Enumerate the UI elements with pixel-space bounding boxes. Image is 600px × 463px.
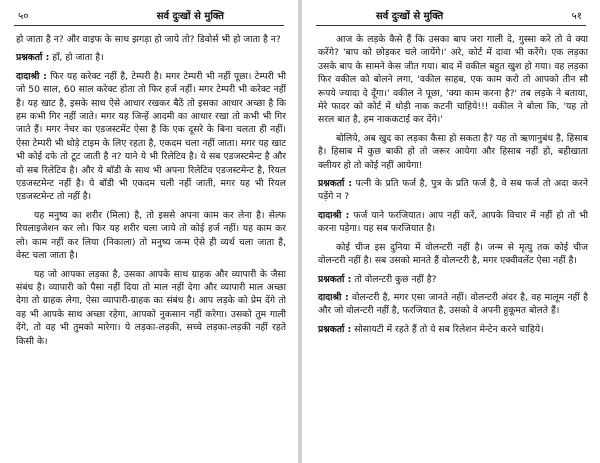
- right-paragraph: प्रश्नकर्ता : सोसायटी में रहते हैं तो ये सब रिलेशन मेन्टेन करने चाहिये।: [318, 323, 544, 335]
- left-page-number: ५०: [18, 11, 29, 22]
- left-paragraph: यह जो आपका लड़का है, उसका आपके साथ ग्राहक और व्यापारी के जैसा संबंध है। व्यापारी को पैसा नहीं दिया तो माल नहीं देगा और व्यापारी माल अच्छा देगा तो ग्राहक लेगा, ऐसा व्यापारी-ग्राहक का संबंध है। आप लड़के को प्रेम देंगे तो वह भी आपके साथ अच्छा रहेगा, आपको नुकसान नहीं करेगा। उसको तुम गाली देंगे, तो वह भी तुमको मारेगा। ये लड़का-लड़की, सच्चे लड़का-लड़की नहीं रहते किसी के।: [16, 268, 286, 347]
- right-header-rule: [316, 25, 586, 26]
- right-paragraph: कोई चीज इस दुनिया में वोलन्टरी नहीं है। जन्म से मृत्यु तक कोई चीज वोलन्टरी नहीं है। सब उसको मानते हैं वोलन्टरी है, मगर एक्वीवलेंट ऐसा नहीं है।: [318, 241, 588, 267]
- right-page: [302, 0, 600, 463]
- left-paragraph: प्रश्नकर्ता : हाँ, हो जाता है।: [16, 52, 104, 64]
- left-paragraph: हो जाता है न? और वाइफ के साथ झगड़ा हो जाये तो? डिवोर्स भी हो जाता है न?: [16, 34, 281, 45]
- left-paragraph: दादाश्री : फिर यह करेक्ट नहीं है, टेम्परी है। मगर टेम्परी भी नहीं पूछा। टेम्परी भी जो 50 साल, 60 साल करेक्ट होता तो फिर हर्ज नहीं। मगर टेम्परी भी करेक्ट नहीं है। यह खाट है, इसके साथ ऐसे आधार रखकर बैठें तो इसका आधार अच्छा है कि हम कभी गिर नहीं जाते। मगर यह जिन्हें आदमी का आधार रखा तो कभी भी गिर जाते हैं। मगर नेचर का एडजस्टमेंट ऐसा है कि एक दूसरे के बिना चलता ही नहीं। ऐसा टेम्परी भी थोड़े टाइम के लिए रहता है, एकदम चला नहीं जाता। मगर यह खाट भी कोई दफे तो टूट जाती है न? याने ये भी रिलेटिव है। ये सब एडजस्टमेन्ट है और वो सब रिलेटिव है। और ये बॉडी के साथ भी अपना रिलेटिव एडजस्टमेन्ट है, रियल एडजस्टमेन्ट नहीं है। ये बॉडी भी एकदम चली नहीं जाती, मगर यह भी रियल एडजस्टमेन्ट तो नहीं है।: [16, 70, 286, 203]
- right-book-title: सर्व दुःखों से मुक्ति: [376, 11, 444, 22]
- left-page-header: [16, 10, 282, 24]
- right-paragraph: दादाश्री : फर्ज याने फरजियात। आप नहीं करें, आपके विचार में नहीं हो तो भी करना पड़ेगा। यह सब फरजियात है।: [318, 209, 588, 235]
- right-paragraph: प्रश्नकर्ता : तो वोलन्टरी कुछ नहीं है?: [318, 273, 437, 285]
- left-page: [0, 0, 298, 463]
- right-page-header: [318, 10, 584, 24]
- right-paragraph: आज के लड़के कैसे हैं कि उसका बाप जरा गाली दे, गुस्सा करे तो वे क्या करेंगे? 'बाप को छोड़कर चले जायेंगे।' अरे, कोर्ट में दावा भी करेंगे। एक लड़का उसके बाप के सामने केस जीत गया। बाद में वकील बहुत खुश हो गया। वह लड़का फिर वकील को बोलने लगा, 'वकील साहब, एक काम करो तो आपको तीन सौ रूपये ज्यादा दे दूँगा।' वकील ने पूछा, 'क्या काम करना है?' तब लड़के ने बताया, मेरे फादर को कोर्ट में थोड़ी नाक कटनी चाहिये!!! वकील ने बोला कि, 'यह तो सरल बात है, हम नाककटाई कर देंगे।': [318, 34, 588, 126]
- right-page-body: [318, 33, 588, 341]
- left-header-rule: [14, 25, 284, 26]
- right-page-number: ५१: [571, 11, 582, 22]
- right-paragraph: प्रश्नकर्ता : पत्नी के प्रति फर्ज है, पुत्र के प्रति फर्ज है, वे सब फर्ज तो अदा करने पड़ेंगे न ?: [318, 178, 588, 203]
- left-paragraph: यह मनुष्य का शरीर (मिला) है, तो इससे अपना काम कर लेना है। सेल्फ रियलाइजेशन कर लो। फिर यह शरीर चला जाये तो कोई हर्ज नहीं। यह काम कर लो। काम नहीं कर लिया (निकाला) तो मनुष्य जन्म ऐसे ही व्यर्थ चला जाता है, वेस्ट चला जाता है।: [16, 209, 286, 262]
- right-paragraph: बोलिये, अब खुद का लड़का कैसा हो सकता है? यह तो ऋणानुबंध है, हिसाब है। हिसाब में कुछ बाकी हो तो जरूर आयेगा और हिसाब नहीं हो, बहीखाता क्लीयर हो तो कोई नहीं आयेगा!: [318, 132, 588, 171]
- right-paragraph: दादाश्री : वोलन्टरी है, मगर एसा जानते नहीं। वोलन्टरी अंदर है, वह मालूम नहीं है और जो वोलन्टरी नहीं है, फरजियात है, उसको वे अपनी हुकूमत बोलते हैं।: [318, 291, 588, 317]
- left-page-body: [16, 33, 286, 353]
- left-book-title: सर्व दुःखों से मुक्ति: [156, 11, 224, 22]
